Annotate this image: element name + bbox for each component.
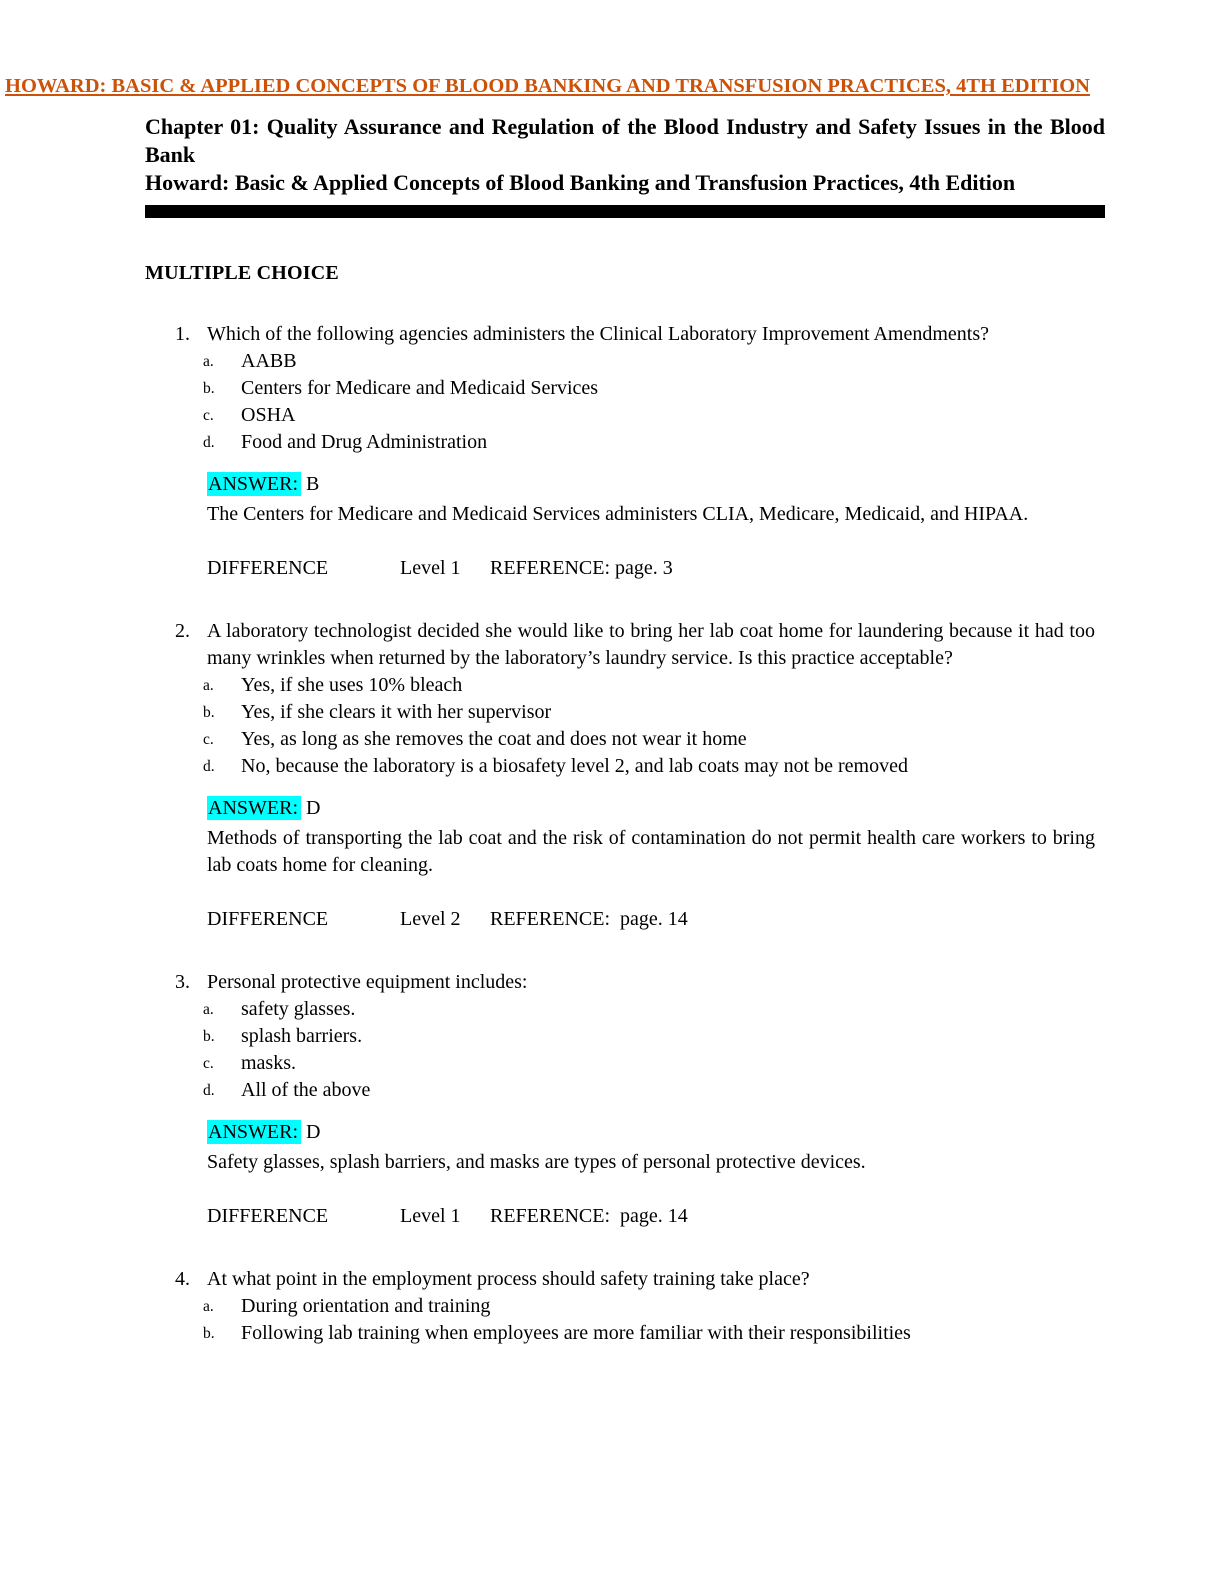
option-text: Yes, if she uses 10% bleach [241, 673, 463, 696]
question-item-2 [175, 618, 1105, 933]
reference-text: REFERENCE: page. 14 [490, 1204, 688, 1227]
option-row [203, 672, 1095, 699]
question-item-1 [175, 321, 1105, 582]
option-row [203, 1050, 1095, 1077]
answer-block [207, 1119, 1095, 1230]
question-text: At what point in the employment process should safety training take place? [207, 1267, 810, 1290]
option-text: OSHA [241, 403, 296, 426]
difficulty-level: Level 1 [400, 1204, 461, 1227]
option-letter: a. [203, 1297, 214, 1315]
option-letter: a. [203, 676, 214, 694]
question-number: 4. [175, 1267, 190, 1290]
option-row [203, 1320, 1095, 1347]
question-options [203, 348, 1095, 456]
option-row [203, 753, 1095, 780]
answer-explanation: Methods of transporting the lab coat and the risk of contamination do not permit health care workers to bring lab coats home for cleaning. [207, 826, 1095, 876]
answer-line [207, 471, 1095, 498]
question-number: 2. [175, 619, 190, 642]
option-text: All of the above [241, 1078, 371, 1101]
question-text: A laboratory technologist decided she would like to bring her lab coat home for laundering because it had too many wrinkles when returned by the laboratory’s laundry service. Is this practice acceptable? [207, 619, 1095, 669]
option-text: safety glasses. [241, 997, 356, 1020]
answer-line [207, 1119, 1095, 1146]
reference-line [207, 555, 1095, 582]
difficulty-level: Level 1 [400, 556, 461, 579]
option-letter: b. [203, 1324, 215, 1342]
option-text: Yes, as long as she removes the coat and does not wear it home [241, 727, 747, 750]
difficulty-label: DIFFERENCE [207, 556, 329, 579]
option-text: Yes, if she clears it with her supervisor [241, 700, 552, 723]
question-number: 1. [175, 322, 190, 345]
option-letter: c. [203, 406, 214, 424]
option-row [203, 1293, 1095, 1320]
option-letter: d. [203, 433, 215, 451]
option-row [203, 699, 1095, 726]
option-letter: d. [203, 1081, 215, 1099]
option-text: Following lab training when employees are more familiar with their responsibilities [241, 1321, 911, 1344]
answer-label: ANSWER: [207, 796, 301, 820]
answer-explanation: The Centers for Medicare and Medicaid Services administers CLIA, Medicare, Medicaid, and HIPAA. [207, 502, 1029, 525]
option-letter: a. [203, 1000, 214, 1018]
option-text: masks. [241, 1051, 296, 1074]
question-options [203, 672, 1095, 780]
option-row [203, 402, 1095, 429]
answer-explanation: Safety glasses, splash barriers, and masks are types of personal protective devices. [207, 1150, 866, 1173]
question-text: Which of the following agencies administers the Clinical Laboratory Improvement Amendments? [207, 322, 990, 345]
option-letter: d. [203, 757, 215, 775]
answer-block [207, 795, 1095, 933]
question-item-4 [175, 1266, 1105, 1347]
answer-label: ANSWER: [207, 1120, 301, 1144]
chapter-title: Chapter 01: Quality Assurance and Regulation of the Blood Industry and Safety Issues in the Blood Bank [145, 114, 1105, 167]
option-letter: a. [203, 352, 214, 370]
option-letter: b. [203, 1027, 215, 1045]
option-row [203, 726, 1095, 753]
option-letter: c. [203, 1054, 214, 1072]
reference-line [207, 906, 1095, 933]
option-row [203, 1023, 1095, 1050]
option-text: During orientation and training [241, 1294, 491, 1317]
option-letter: b. [203, 703, 215, 721]
option-row [203, 429, 1095, 456]
option-row [203, 348, 1095, 375]
reference-text: REFERENCE: page. 3 [490, 556, 673, 579]
question-options [203, 1293, 1095, 1347]
answer-value: D [306, 796, 321, 819]
option-text: Centers for Medicare and Medicaid Services [241, 376, 599, 399]
option-row [203, 1077, 1095, 1104]
section-heading: MULTIPLE CHOICE [145, 261, 339, 284]
question-text: Personal protective equipment includes: [207, 970, 528, 993]
option-letter: b. [203, 379, 215, 397]
question-options [203, 996, 1095, 1104]
title-underline-bar [145, 205, 1105, 218]
question-item-3 [175, 969, 1105, 1230]
difficulty-label: DIFFERENCE [207, 907, 329, 930]
option-row [203, 996, 1095, 1023]
answer-value: D [306, 1120, 321, 1143]
difficulty-level: Level 2 [400, 907, 461, 930]
reference-text: REFERENCE: page. 14 [490, 907, 688, 930]
option-text: AABB [241, 349, 297, 372]
option-text: splash barriers. [241, 1024, 363, 1047]
answer-value: B [306, 472, 320, 495]
answer-label: ANSWER: [207, 472, 301, 496]
option-letter: c. [203, 730, 214, 748]
option-text: Food and Drug Administration [241, 430, 488, 453]
answer-block [207, 471, 1095, 582]
option-row [203, 375, 1095, 402]
answer-line [207, 795, 1095, 822]
reference-line [207, 1203, 1095, 1230]
document-header: HOWARD: BASIC & APPLIED CONCEPTS OF BLOOD BANKING AND TRANSFUSION PRACTICES, 4TH EDITION [5, 75, 1090, 97]
question-number: 3. [175, 970, 190, 993]
chapter-title-block [145, 113, 1105, 197]
book-title: Howard: Basic & Applied Concepts of Blood Banking and Transfusion Practices, 4th Edition [145, 169, 1016, 195]
difficulty-label: DIFFERENCE [207, 1204, 329, 1227]
option-text: No, because the laboratory is a biosafety level 2, and lab coats may not be removed [241, 754, 908, 777]
